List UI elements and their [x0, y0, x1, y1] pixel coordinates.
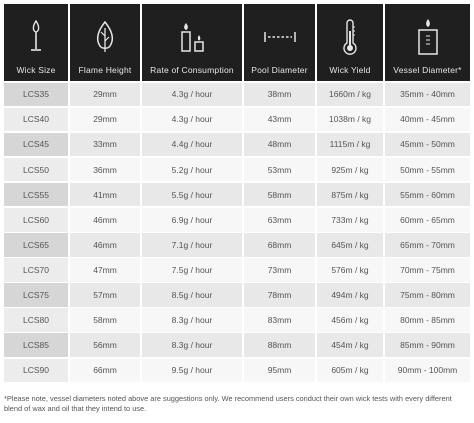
- wick-yield-cell: 1115m / kg: [317, 133, 383, 157]
- header-vessel-diameter: [385, 4, 470, 81]
- consumption-cell: 4.3g / hour: [142, 83, 242, 107]
- pool-diameter-cell: 48mm: [244, 133, 315, 157]
- wick-yield-cell: 494m / kg: [317, 283, 383, 307]
- pool-diameter-cell: 73mm: [244, 258, 315, 282]
- wick-yield-cell: 875m / kg: [317, 183, 383, 207]
- vessel-diameter-cell: 85mm - 90mm: [385, 333, 470, 357]
- header-wick-yield: [317, 4, 383, 81]
- vessel-diameter-cell: 70mm - 75mm: [385, 258, 470, 282]
- table-body: [4, 83, 470, 383]
- wick-yield-cell: 576m / kg: [317, 258, 383, 282]
- flame-height-cell: 56mm: [70, 333, 140, 357]
- table-row: [4, 133, 470, 157]
- pool-diameter-cell: 68mm: [244, 233, 315, 257]
- flame-height-cell: 46mm: [70, 208, 140, 232]
- candle-jar-icon: [415, 15, 441, 59]
- matchstick-wick-icon: [29, 15, 43, 59]
- flame-height-cell: 33mm: [70, 133, 140, 157]
- pool-diameter-cell: 95mm: [244, 359, 315, 383]
- wick-size-cell: LCS45: [4, 133, 68, 157]
- wick-size-cell: LCS85: [4, 333, 68, 357]
- consumption-cell: 6.9g / hour: [142, 208, 242, 232]
- table-row: [4, 83, 470, 107]
- consumption-cell: 5.2g / hour: [142, 158, 242, 182]
- wick-size-cell: LCS60: [4, 208, 68, 232]
- flame-leaf-icon: [94, 15, 116, 59]
- table-row: [4, 359, 470, 383]
- candles-icon: [176, 15, 208, 59]
- wick-size-cell: LCS90: [4, 359, 68, 383]
- vessel-diameter-cell: 75mm - 80mm: [385, 283, 470, 307]
- flame-height-cell: 58mm: [70, 308, 140, 332]
- wick-size-cell: LCS55: [4, 183, 68, 207]
- consumption-cell: 8.3g / hour: [142, 308, 242, 332]
- wick-yield-cell: 1660m / kg: [317, 83, 383, 107]
- header-wick-size: [4, 4, 68, 81]
- flame-height-cell: 66mm: [70, 359, 140, 383]
- table-row: [4, 183, 470, 207]
- flame-height-cell: 46mm: [70, 233, 140, 257]
- vessel-diameter-cell: 50mm - 55mm: [385, 158, 470, 182]
- pool-diameter-cell: 88mm: [244, 333, 315, 357]
- header-rate-of-consumption: [142, 4, 242, 81]
- wick-yield-cell: 454m / kg: [317, 333, 383, 357]
- table-row: [4, 308, 470, 332]
- header-label: Rate of Consumption: [150, 65, 234, 75]
- consumption-cell: 7.1g / hour: [142, 233, 242, 257]
- vessel-diameter-cell: 55mm - 60mm: [385, 183, 470, 207]
- flame-height-cell: 36mm: [70, 158, 140, 182]
- wick-size-cell: LCS80: [4, 308, 68, 332]
- header-label: Pool Diameter: [251, 65, 308, 75]
- consumption-cell: 8.5g / hour: [142, 283, 242, 307]
- table-row: [4, 108, 470, 132]
- wick-yield-cell: 605m / kg: [317, 359, 383, 383]
- vessel-diameter-cell: 45mm - 50mm: [385, 133, 470, 157]
- consumption-cell: 4.4g / hour: [142, 133, 242, 157]
- wick-yield-cell: 456m / kg: [317, 308, 383, 332]
- consumption-cell: 5.5g / hour: [142, 183, 242, 207]
- pool-diameter-cell: 78mm: [244, 283, 315, 307]
- header-label: Wick Size: [16, 65, 56, 75]
- header-pool-diameter: [244, 4, 315, 81]
- flame-height-cell: 29mm: [70, 83, 140, 107]
- wick-size-cell: LCS65: [4, 233, 68, 257]
- wick-yield-cell: 1038m / kg: [317, 108, 383, 132]
- pool-diameter-cell: 38mm: [244, 83, 315, 107]
- pool-diameter-cell: 58mm: [244, 183, 315, 207]
- table-row: [4, 283, 470, 307]
- pool-diameter-cell: 83mm: [244, 308, 315, 332]
- flame-height-cell: 57mm: [70, 283, 140, 307]
- footnote: *Please note, vessel diameters noted above are suggestions only. We recommend users conduct their own wick tests with every different blend of wax and oil that they intend to use.: [4, 394, 452, 413]
- wick-size-cell: LCS70: [4, 258, 68, 282]
- table-row: [4, 333, 470, 357]
- pool-diameter-cell: 53mm: [244, 158, 315, 182]
- table-row: [4, 158, 470, 182]
- header-label: Vessel Diameter*: [393, 65, 462, 75]
- wick-specification-table: [4, 4, 470, 382]
- flame-height-cell: 29mm: [70, 108, 140, 132]
- header-flame-height: [70, 4, 140, 81]
- consumption-cell: 8.3g / hour: [142, 333, 242, 357]
- wick-size-cell: LCS40: [4, 108, 68, 132]
- vessel-diameter-cell: 65mm - 70mm: [385, 233, 470, 257]
- vessel-diameter-cell: 90mm - 100mm: [385, 359, 470, 383]
- header-label: Flame Height: [78, 65, 132, 75]
- consumption-cell: 9.5g / hour: [142, 359, 242, 383]
- flame-height-cell: 41mm: [70, 183, 140, 207]
- vessel-diameter-cell: 40mm - 45mm: [385, 108, 470, 132]
- pool-diameter-cell: 43mm: [244, 108, 315, 132]
- flame-height-cell: 47mm: [70, 258, 140, 282]
- consumption-cell: 4.3g / hour: [142, 108, 242, 132]
- consumption-cell: 7.5g / hour: [142, 258, 242, 282]
- vessel-diameter-cell: 80mm - 85mm: [385, 308, 470, 332]
- vessel-diameter-cell: 35mm - 40mm: [385, 83, 470, 107]
- wick-size-cell: LCS50: [4, 158, 68, 182]
- wick-yield-cell: 925m / kg: [317, 158, 383, 182]
- table-row: [4, 258, 470, 282]
- diameter-arrows-icon: [263, 15, 297, 59]
- table-header-row: [4, 4, 470, 81]
- pool-diameter-cell: 63mm: [244, 208, 315, 232]
- wick-yield-cell: 733m / kg: [317, 208, 383, 232]
- table-row: [4, 208, 470, 232]
- header-label: Wick Yield: [329, 65, 371, 75]
- wick-size-cell: LCS75: [4, 283, 68, 307]
- thermometer-icon: [342, 15, 358, 59]
- vessel-diameter-cell: 60mm - 65mm: [385, 208, 470, 232]
- wick-yield-cell: 645m / kg: [317, 233, 383, 257]
- table-row: [4, 233, 470, 257]
- wick-size-cell: LCS35: [4, 83, 68, 107]
